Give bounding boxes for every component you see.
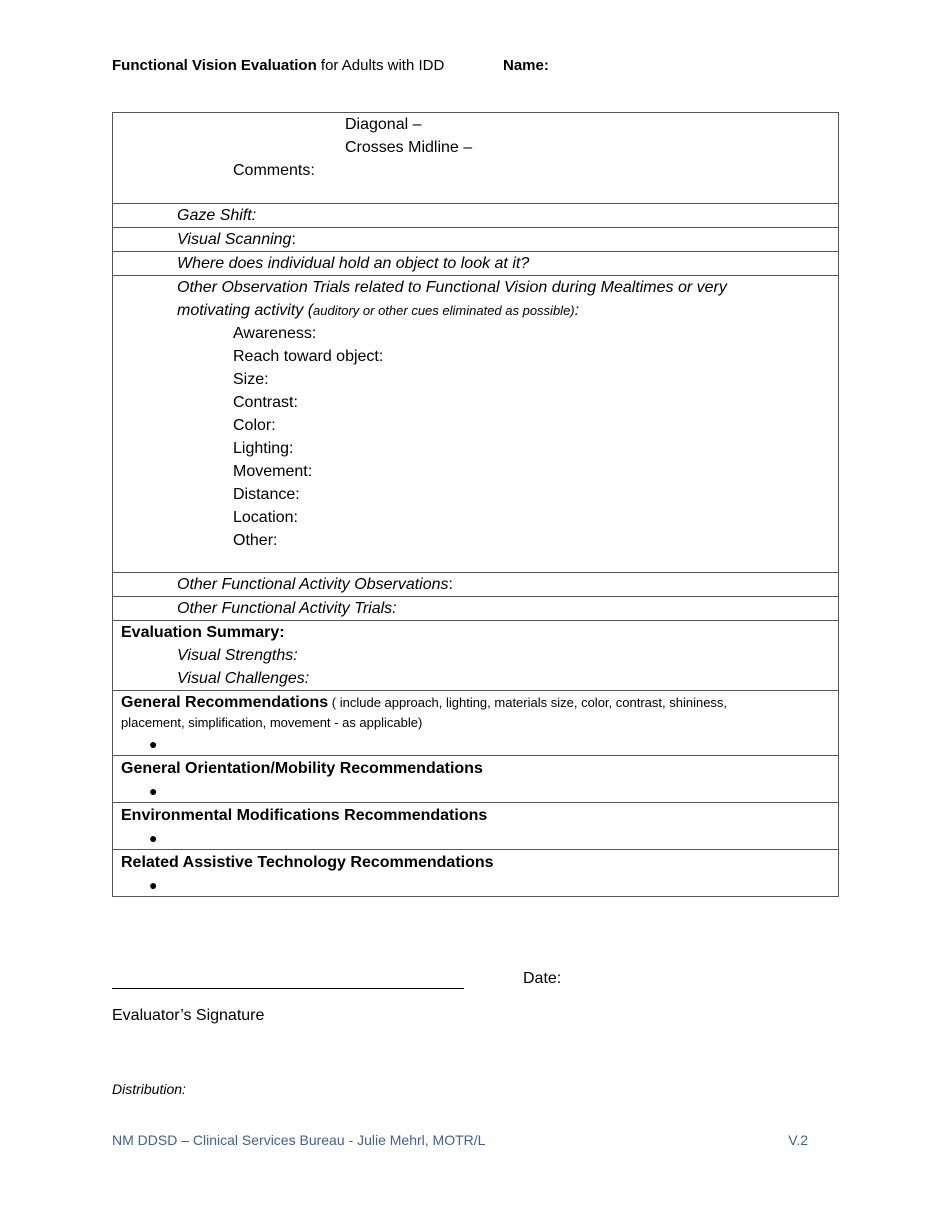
hold-object-row (113, 252, 839, 276)
trial-movement: Movement: (233, 463, 313, 480)
page-header (112, 57, 549, 74)
signature-line[interactable] (112, 970, 464, 989)
evaluation-summary-row (113, 621, 839, 691)
other-trials-heading-note: auditory or other cues eliminated as possible) (313, 303, 575, 318)
visual-challenges-label: Visual Challenges: (177, 670, 310, 687)
form-title-rest: for Adults with IDD (316, 57, 445, 74)
general-recommendations-row (113, 691, 839, 756)
assistive-recommendations-heading: Related Assistive Technology Recommendations (121, 854, 494, 871)
visual-scanning-label: Visual Scanning (177, 231, 292, 248)
other-trials-heading-line2: motivating activity ( (177, 302, 314, 319)
footer-credit: NM DDSD – Clinical Services Bureau - Julie Mehrl, MOTR/L (112, 1132, 486, 1148)
activity-observations-label: Other Functional Activity Observations (177, 576, 449, 593)
environment-recommendations-bullet: ● (149, 830, 158, 846)
general-recommendations-header (113, 691, 838, 733)
diagonal-label: Diagonal – (345, 116, 422, 133)
general-recommendations-bullet: ● (149, 736, 158, 752)
environment-recommendations-heading: Environmental Modifications Recommendations (121, 807, 488, 824)
activity-observations-colon: : (448, 576, 453, 593)
activity-observations-row (113, 573, 839, 597)
trial-other: Other: (233, 532, 278, 549)
gaze-shift-row (113, 204, 839, 228)
general-recommendations-heading: General Recommendations (121, 694, 329, 711)
activity-trials-label: Other Functional Activity Trials: (177, 600, 397, 617)
name-label: Name: (503, 57, 549, 74)
evaluation-form-table (112, 112, 839, 897)
date-label: Date: (523, 970, 562, 987)
evaluator-signature-label: Evaluator’s Signature (112, 1007, 265, 1024)
assistive-recommendations-row (113, 850, 839, 897)
trial-contrast: Contrast: (233, 394, 298, 411)
general-recommendations-note1: ( include approach, lighting, materials size, color, contrast, shininess, (328, 695, 728, 710)
hold-object-question: Where does individual hold an object to look at it? (177, 255, 530, 272)
assistive-recommendations-bullet: ● (149, 877, 158, 893)
trial-color: Color: (233, 417, 276, 434)
visual-scanning-row (113, 228, 839, 252)
orientation-recommendations-bullet: ● (149, 783, 158, 799)
trial-reach: Reach toward object: (233, 348, 384, 365)
environment-recommendations-row (113, 803, 839, 850)
other-trials-heading-colon: : (574, 302, 580, 319)
comments-label: Comments: (233, 162, 315, 179)
orientation-recommendations-heading: General Orientation/Mobility Recommendations (121, 760, 483, 777)
general-recommendations-note2: placement, simplification, movement - as applicable) (121, 715, 423, 730)
evaluation-summary-heading: Evaluation Summary: (121, 624, 285, 641)
distribution-label: Distribution: (112, 1081, 186, 1097)
form-title-bold: Functional Vision Evaluation (112, 57, 317, 74)
page-footer (112, 1132, 808, 1148)
gaze-shift-label: Gaze Shift: (177, 207, 257, 224)
crosses-midline-label: Crosses Midline – (345, 139, 473, 156)
activity-trials-row (113, 597, 839, 621)
orientation-recommendations-row (113, 756, 839, 803)
trial-awareness: Awareness: (233, 325, 317, 342)
footer-version: V.2 (788, 1132, 808, 1148)
trial-lighting: Lighting: (233, 440, 294, 457)
tracking-row (113, 113, 839, 204)
other-trials-row (113, 276, 839, 573)
visual-scanning-colon: : (291, 231, 296, 248)
trial-size: Size: (233, 371, 269, 388)
visual-strengths-label: Visual Strengths: (177, 647, 298, 664)
trial-distance: Distance: (233, 486, 300, 503)
other-trials-heading-line1: Other Observation Trials related to Functional Vision during Mealtimes or very (177, 279, 727, 296)
trial-location: Location: (233, 509, 298, 526)
